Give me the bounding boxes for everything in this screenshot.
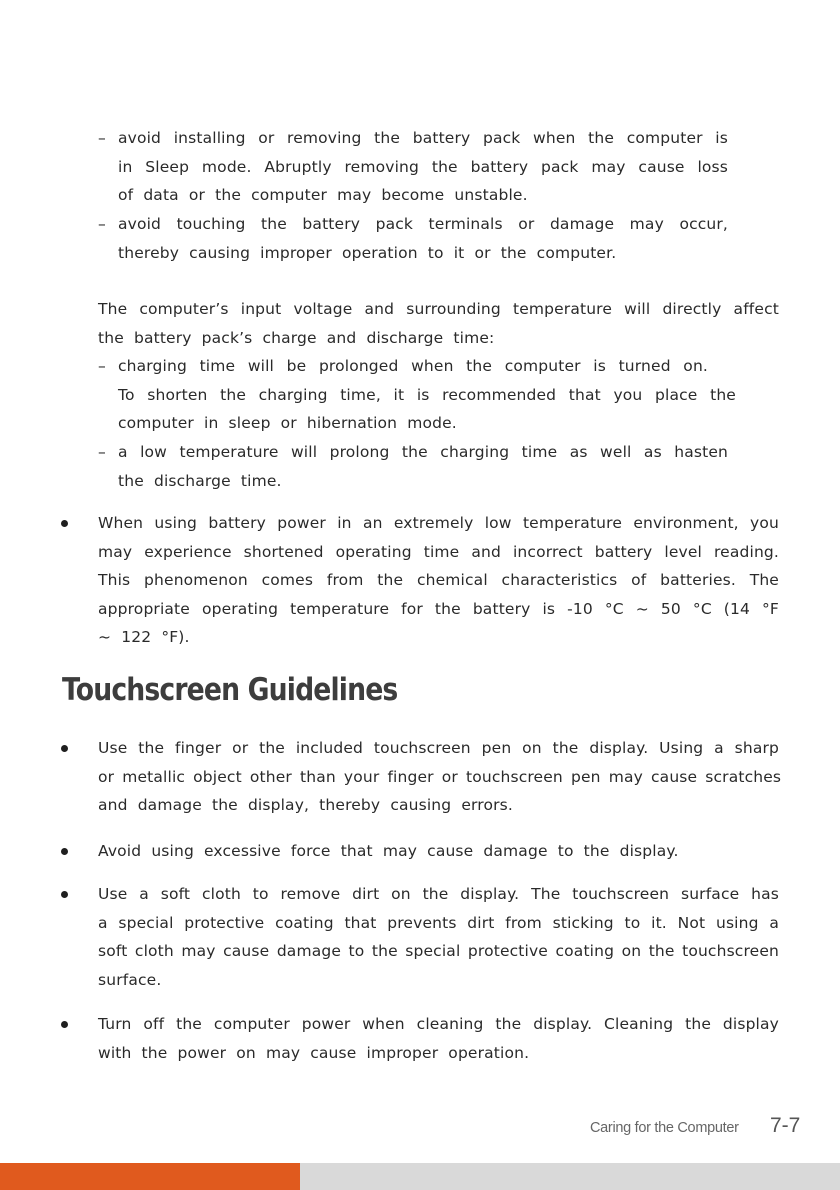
text-line: When using battery power in an extremely low temperature environment, you [98,514,779,532]
section-heading: Touchscreen Guidelines [62,672,398,708]
text-line: The computer’s input voltage and surrounding temperature will directly affect [98,300,779,318]
text-line: avoid installing or removing the battery pack when the computer is [118,129,728,147]
text-line: Use the finger or the included touchscreen pen on the display. Using a sharp [98,739,779,757]
battery-caution-item-1 [118,124,728,210]
touchscreen-bullet-2 [98,837,779,866]
text-line: thereby causing improper operation to it or the computer. [118,243,617,262]
bullet-icon [61,1021,68,1028]
text-line: To shorten the charging time, it is recommended that you place the [118,385,736,404]
voltage-item-2 [118,438,728,495]
text-line: a special protective coating that prevents dirt from sticking to it. Not using a [98,913,779,932]
touchscreen-bullet-1 [98,734,782,820]
text-line: Avoid using excessive force that may cause damage to the display. [98,842,679,860]
text-line: in Sleep mode. Abruptly removing the battery pack may cause loss [118,157,728,176]
battery-caution-item-2 [118,210,728,267]
dash-marker: – [98,215,106,233]
low-temperature-bullet [98,509,779,652]
dash-marker: – [98,129,106,147]
dash-marker: – [98,443,106,461]
text-line: charging time will be prolonged when the computer is turned on. [118,357,708,375]
text-line: and damage the display, thereby causing errors. [98,796,513,814]
dash-marker: – [98,357,106,375]
touchscreen-bullet-4 [98,1010,779,1067]
text-line: appropriate operating temperature for the battery is -10 °C ~ 50 °C (14 °F [98,599,779,618]
text-line: soft cloth may cause damage to the special protective coating on the touchscreen [98,942,779,960]
voltage-intro [98,295,779,352]
bullet-icon [61,848,68,855]
text-line: ~ 122 °F). [98,628,190,646]
footer-gray-bar [300,1163,840,1190]
text-line: avoid touching the battery pack terminals or damage may occur, [118,215,728,233]
touchscreen-bullet-3 [98,880,779,994]
bullet-icon [61,745,68,752]
text-line: the discharge time. [118,471,282,490]
text-line: computer in sleep or hibernation mode. [118,414,457,432]
text-line: Use a soft cloth to remove dirt on the display. The touchscreen surface has [98,885,779,903]
text-line: surface. [98,970,162,989]
footer-accent-bar [0,1163,300,1190]
text-line: with the power on may cause improper operation. [98,1043,530,1062]
text-line: may experience shortened operating time and incorrect battery level reading. [98,542,779,561]
text-line: a low temperature will prolong the charging time as well as hasten [118,443,728,461]
bullet-icon [61,891,68,898]
page-number: 7-7 [770,1114,801,1137]
text-line: This phenomenon comes from the chemical characteristics of batteries. The [98,571,779,589]
text-line: of data or the computer may become unstable. [118,186,528,204]
bullet-icon [61,520,68,527]
footer-section-label: Caring for the Computer [590,1120,739,1136]
voltage-item-1 [118,352,736,438]
text-line: or metallic object other than your finger or touchscreen pen may cause scratches [98,767,782,786]
text-line: the battery pack’s charge and discharge time: [98,328,495,347]
text-line: Turn off the computer power when cleaning the display. Cleaning the display [98,1015,779,1033]
